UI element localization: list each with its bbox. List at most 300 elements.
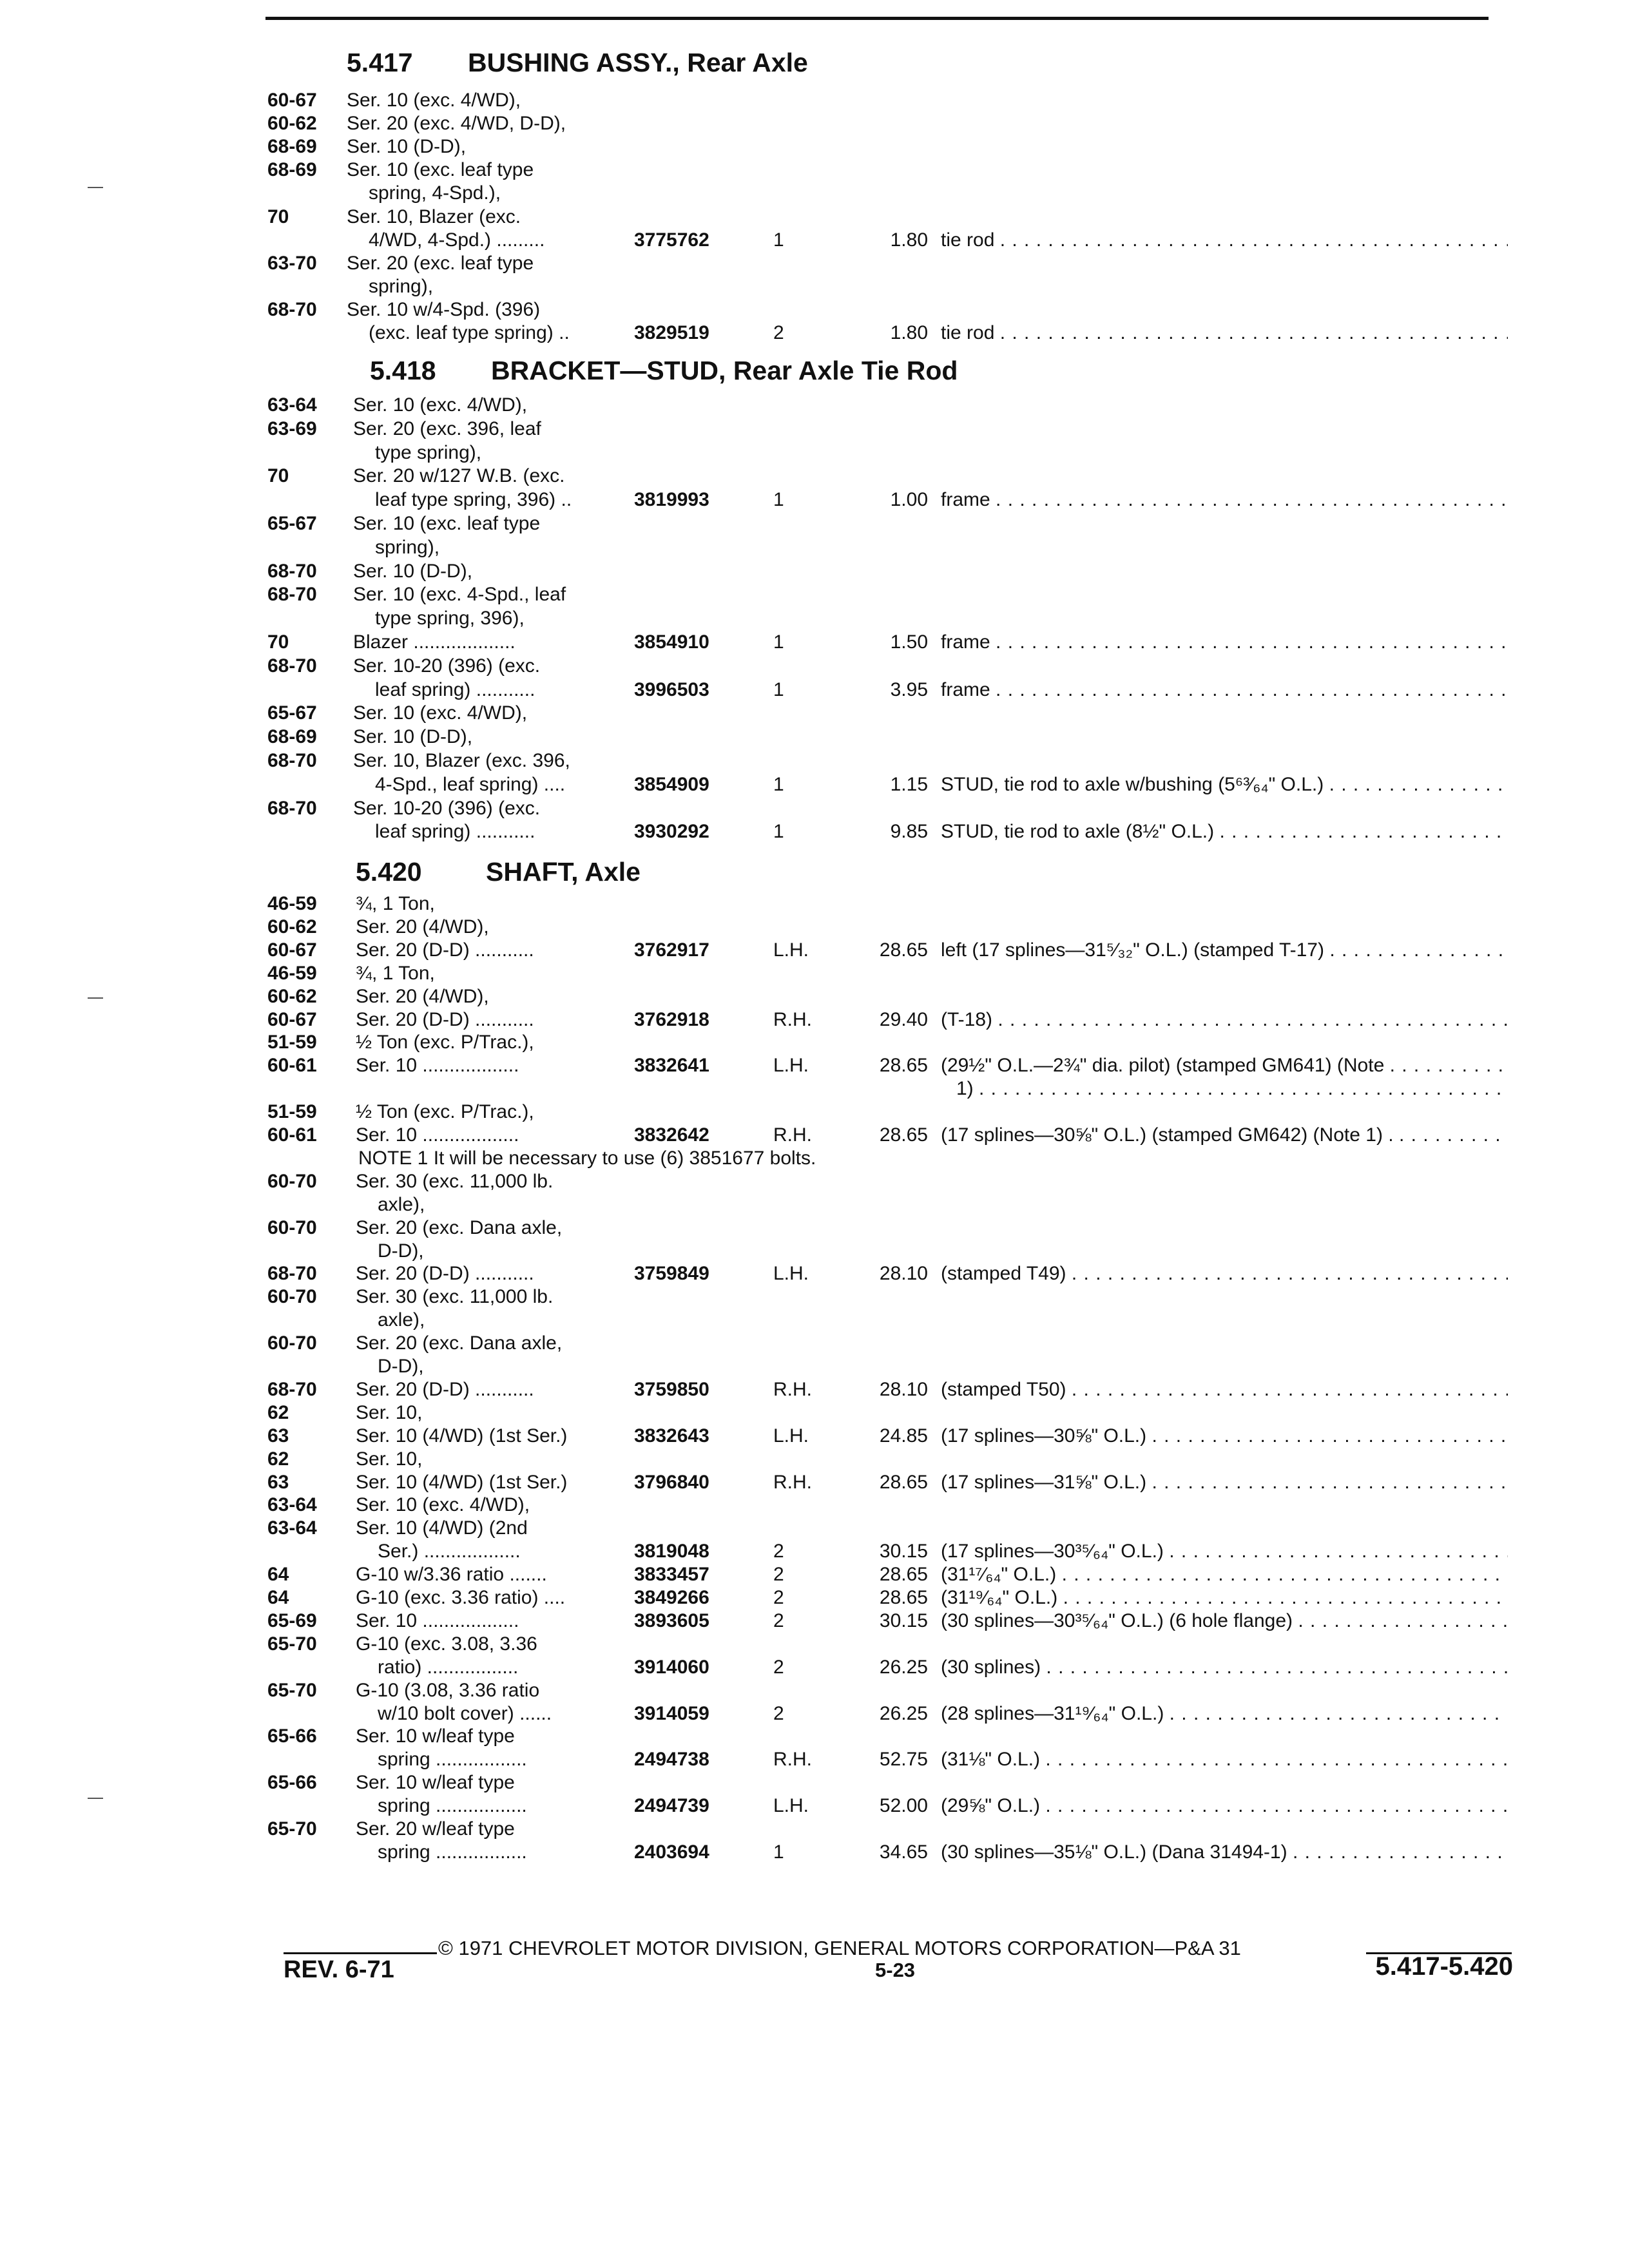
application-description: ¾, 1 Ton, xyxy=(356,893,435,914)
application-description: Ser. 10, Blazer (exc. xyxy=(347,206,521,227)
application-description: spring ................. xyxy=(378,1749,527,1770)
quantity: L.H. xyxy=(773,1425,809,1446)
application-description: Ser. 10 .................. xyxy=(356,1124,519,1146)
quantity: 2 xyxy=(773,1587,784,1608)
list-item xyxy=(0,159,1629,182)
part-number: 2403694 xyxy=(634,1841,709,1863)
list-price: 28.65 xyxy=(879,1587,928,1608)
application-description: Ser. 10 (D-D), xyxy=(353,726,473,747)
year-range: 62 xyxy=(267,1402,289,1423)
application-description: ½ Ton (exc. P/Trac.), xyxy=(356,1101,534,1122)
application-description: Ser. 20 (4/WD), xyxy=(356,916,489,937)
year-range: 51-59 xyxy=(267,1101,317,1122)
remark-text: (30 splines) . . . xyxy=(941,1656,1508,1679)
year-range: 60-70 xyxy=(267,1217,317,1238)
section-heading-5420 xyxy=(356,857,641,887)
application-description: Ser. 20 (exc. 4/WD, D-D), xyxy=(347,113,566,134)
application-description: Ser. 10 .................. xyxy=(356,1610,519,1631)
year-range: 68-70 xyxy=(267,299,317,320)
list-price: 52.75 xyxy=(879,1749,928,1770)
list-item xyxy=(0,1540,1629,1563)
footer-revision: REV. 6-71 xyxy=(284,1956,394,1983)
application-description: Ser. 20 (exc. Dana axle, xyxy=(356,1217,563,1238)
list-price: 3.95 xyxy=(890,679,928,700)
list-price: 28.65 xyxy=(879,939,928,961)
section-heading-5417 xyxy=(347,48,808,78)
year-range: 68-70 xyxy=(267,1263,317,1284)
application-description: leaf spring) ........... xyxy=(375,679,535,700)
list-item xyxy=(0,702,1629,725)
remark xyxy=(941,820,1508,849)
section-number: 5.418 xyxy=(370,356,436,385)
application-description: leaf type spring, 396) .. xyxy=(375,489,572,510)
quantity: L.H. xyxy=(773,1795,809,1816)
year-range: 51-59 xyxy=(267,1032,317,1053)
application-description: Ser. 10-20 (396) (exc. xyxy=(353,655,541,677)
year-range: 46-59 xyxy=(267,963,317,984)
remark-text: (30 splines—30³⁵⁄₆₄" O.L.) (6 hole flange) . . . xyxy=(941,1610,1508,1633)
list-item xyxy=(0,229,1629,252)
application-description: 4-Spd., leaf spring) .... xyxy=(375,774,566,795)
year-range: 65-67 xyxy=(267,702,317,724)
quantity: L.H. xyxy=(773,939,809,961)
remark-text: (17 splines—30⅝" O.L.) . . . xyxy=(941,1425,1508,1448)
remark-text: (31¹⁷⁄₆₄" O.L.) . . . xyxy=(941,1563,1508,1586)
part-number: 3819993 xyxy=(634,489,709,510)
year-range: 68-69 xyxy=(267,136,317,157)
list-price: 28.65 xyxy=(879,1055,928,1076)
list-item xyxy=(0,512,1629,535)
quantity: 2 xyxy=(773,322,784,343)
top-rule xyxy=(265,17,1489,20)
year-range: 60-70 xyxy=(267,1286,317,1307)
application-description: type spring), xyxy=(375,442,482,463)
year-range: 60-67 xyxy=(267,1009,317,1030)
year-range: 70 xyxy=(267,631,289,653)
application-description: Ser. 20 (D-D) ........... xyxy=(356,939,534,961)
quantity: 1 xyxy=(773,229,784,251)
application-description: spring), xyxy=(369,276,434,297)
list-item xyxy=(0,418,1629,441)
part-number: 2494738 xyxy=(634,1749,709,1770)
application-description: spring ................. xyxy=(378,1841,527,1863)
application-description: Ser. 10 .................. xyxy=(356,1055,519,1076)
margin-mark xyxy=(88,1798,103,1799)
list-item xyxy=(0,1077,1629,1100)
quantity: R.H. xyxy=(773,1749,812,1770)
year-range: 70 xyxy=(267,206,289,227)
part-number: 3775762 xyxy=(634,229,709,251)
application-description: Ser. 20 w/127 W.B. (exc. xyxy=(353,465,565,486)
list-price: 1.15 xyxy=(890,774,928,795)
remark-text: frame . . . xyxy=(941,488,1508,512)
list-price: 28.65 xyxy=(879,1472,928,1493)
application-description: spring, 4-Spd.), xyxy=(369,182,501,204)
list-price: 28.10 xyxy=(879,1379,928,1400)
list-item xyxy=(0,631,1629,654)
section-number: 5.420 xyxy=(356,857,422,887)
list-item xyxy=(0,916,1629,939)
section-number: 5.417 xyxy=(347,48,413,77)
application-description: G-10 (exc. 3.08, 3.36 xyxy=(356,1633,537,1655)
application-description: spring), xyxy=(375,537,440,558)
part-number: 3996503 xyxy=(634,679,709,700)
application-description: 4/WD, 4-Spd.) ......... xyxy=(369,229,545,251)
remark-text: tie rod . . . xyxy=(941,229,1508,252)
year-range: 68-69 xyxy=(267,159,317,180)
quantity: R.H. xyxy=(773,1009,812,1030)
remark xyxy=(941,1841,1508,1870)
application-description: Ser. 10 (4/WD) (1st Ser.) xyxy=(356,1472,568,1493)
application-description: Ser. 10 (exc. leaf type xyxy=(353,513,541,534)
remark-text: STUD, tie rod to axle w/bushing (5⁶³⁄₆₄" O.L.) . . . xyxy=(941,773,1508,796)
year-range: 60-62 xyxy=(267,916,317,937)
list-item xyxy=(0,892,1629,916)
list-item xyxy=(0,1702,1629,1725)
part-number: 3930292 xyxy=(634,821,709,842)
part-number: 3914059 xyxy=(634,1703,709,1724)
list-item xyxy=(0,985,1629,1008)
year-range: 68-70 xyxy=(267,584,317,605)
list-price: 29.40 xyxy=(879,1009,928,1030)
part-number: 2494739 xyxy=(634,1795,709,1816)
list-item xyxy=(0,89,1629,112)
application-description: spring ................. xyxy=(378,1795,527,1816)
list-item xyxy=(0,583,1629,606)
list-item xyxy=(0,655,1629,678)
year-range: 63 xyxy=(267,1425,289,1446)
quantity: R.H. xyxy=(773,1379,812,1400)
application-description: ratio) ................. xyxy=(378,1657,519,1678)
list-item xyxy=(0,1841,1629,1864)
list-price: 34.65 xyxy=(879,1841,928,1863)
part-number: 3762917 xyxy=(634,939,709,961)
list-item xyxy=(0,1240,1629,1263)
part-number: 3832642 xyxy=(634,1124,709,1146)
list-item xyxy=(0,1610,1629,1633)
remark-text: frame . . . xyxy=(941,678,1508,702)
quantity: 1 xyxy=(773,1841,784,1863)
part-number: 3854909 xyxy=(634,774,709,795)
year-range: 68-70 xyxy=(267,561,317,582)
year-range: 64 xyxy=(267,1564,289,1585)
remark-text: (31¹⁹⁄₆₄" O.L.) . . . xyxy=(941,1586,1508,1610)
part-number: 3832641 xyxy=(634,1055,709,1076)
year-range: 60-61 xyxy=(267,1124,317,1146)
list-item xyxy=(0,797,1629,820)
list-item xyxy=(0,1193,1629,1216)
list-item xyxy=(0,1471,1629,1494)
list-item xyxy=(0,1031,1629,1054)
list-price: 28.10 xyxy=(879,1263,928,1284)
remark-text: (29⅝" O.L.) . . . xyxy=(941,1794,1508,1818)
list-item xyxy=(0,1285,1629,1309)
year-range: 62 xyxy=(267,1448,289,1470)
list-item xyxy=(0,1633,1629,1656)
list-price: 28.65 xyxy=(879,1124,928,1146)
list-item xyxy=(0,1378,1629,1401)
year-range: 68-70 xyxy=(267,1379,317,1400)
list-item xyxy=(0,275,1629,298)
list-price: 26.25 xyxy=(879,1703,928,1724)
list-item xyxy=(0,252,1629,275)
list-item xyxy=(0,1679,1629,1702)
quantity: 1 xyxy=(773,774,784,795)
application-description: Ser. 20 (D-D) ........... xyxy=(356,1263,534,1284)
list-price: 52.00 xyxy=(879,1795,928,1816)
remark-text: (17 splines—30⅝" O.L.) (stamped GM642) (Note 1) . . . . xyxy=(941,1124,1508,1147)
list-item xyxy=(0,441,1629,465)
list-item xyxy=(0,1586,1629,1610)
list-item xyxy=(0,962,1629,985)
quantity: R.H. xyxy=(773,1124,812,1146)
list-item xyxy=(0,1748,1629,1771)
application-description: Ser. 20 (D-D) ........... xyxy=(356,1009,534,1030)
application-description: Ser. 30 (exc. 11,000 lb. xyxy=(356,1171,554,1192)
remark-text: (31⅛" O.L.) . . . xyxy=(941,1748,1508,1771)
year-range: 63-64 xyxy=(267,394,317,416)
year-range: 68-70 xyxy=(267,655,317,677)
footer-page-number: 5-23 xyxy=(875,1959,916,1981)
list-item xyxy=(0,536,1629,559)
quantity: L.H. xyxy=(773,1263,809,1284)
application-description: Ser. 20 (4/WD), xyxy=(356,986,489,1007)
part-number: 3854910 xyxy=(634,631,709,653)
list-price: 1.80 xyxy=(890,229,928,251)
remark-text: frame . . . xyxy=(941,631,1508,654)
remark xyxy=(941,1124,1508,1153)
application-description: D-D), xyxy=(378,1356,424,1377)
list-item xyxy=(0,1448,1629,1471)
part-number: 3849266 xyxy=(634,1587,709,1608)
application-description: Ser. 20 (exc. leaf type xyxy=(347,253,534,274)
footer-section-range: 5.417-5.420 xyxy=(1375,1952,1513,1981)
quantity: 2 xyxy=(773,1703,784,1724)
part-number: 3832643 xyxy=(634,1425,709,1446)
list-item xyxy=(0,607,1629,630)
year-range: 65-69 xyxy=(267,1610,317,1631)
remark-text: tie rod . . . xyxy=(941,322,1508,345)
application-description: D-D), xyxy=(378,1240,424,1262)
list-item xyxy=(0,1216,1629,1240)
footnote: NOTE 1 It will be necessary to use (6) 3851677 bolts. xyxy=(358,1148,816,1169)
quantity: 2 xyxy=(773,1657,784,1678)
list-item xyxy=(0,560,1629,583)
list-price: 26.25 xyxy=(879,1657,928,1678)
year-range: 68-69 xyxy=(267,726,317,747)
year-range: 63-69 xyxy=(267,418,317,439)
list-item xyxy=(0,182,1629,205)
remark xyxy=(941,322,1508,351)
list-item xyxy=(0,1262,1629,1285)
list-item xyxy=(0,1425,1629,1448)
application-description: Ser. 20 (exc. Dana axle, xyxy=(356,1332,563,1354)
application-description: Ser. 10 (4/WD) (1st Ser.) xyxy=(356,1425,568,1446)
application-description: Ser. 10 (D-D), xyxy=(347,136,467,157)
margin-mark xyxy=(88,997,103,999)
remark-text: (stamped T50) . . . xyxy=(941,1378,1508,1401)
list-item xyxy=(0,1771,1629,1794)
list-item xyxy=(0,1054,1629,1077)
application-description: G-10 w/3.36 ratio ....... xyxy=(356,1564,547,1585)
list-item xyxy=(0,1517,1629,1540)
list-item xyxy=(0,939,1629,962)
list-price: 1.50 xyxy=(890,631,928,653)
application-description: Ser. 10 (exc. 4/WD), xyxy=(356,1494,530,1515)
application-description: axle), xyxy=(378,1309,425,1331)
part-number: 3762918 xyxy=(634,1009,709,1030)
remark-text: (T-18) . . . xyxy=(941,1008,1508,1032)
remark-text: (stamped T49) . . . xyxy=(941,1262,1508,1285)
year-range: 68-70 xyxy=(267,750,317,771)
list-price: 1.00 xyxy=(890,489,928,510)
application-description: G-10 (3.08, 3.36 ratio xyxy=(356,1680,540,1701)
list-item xyxy=(0,298,1629,322)
list-item xyxy=(0,1008,1629,1032)
part-number: 3759850 xyxy=(634,1379,709,1400)
year-range: 60-70 xyxy=(267,1332,317,1354)
list-price: 9.85 xyxy=(890,821,928,842)
year-range: 63 xyxy=(267,1472,289,1493)
application-description: ½ Ton (exc. P/Trac.), xyxy=(356,1032,534,1053)
application-description: Ser. 20 w/leaf type xyxy=(356,1818,515,1840)
list-item xyxy=(0,1355,1629,1378)
year-range: 63-64 xyxy=(267,1517,317,1539)
part-number: 3759849 xyxy=(634,1263,709,1284)
list-item xyxy=(0,135,1629,159)
list-item xyxy=(0,773,1629,796)
year-range: 46-59 xyxy=(267,893,317,914)
application-description: Ser. 10-20 (396) (exc. xyxy=(353,798,541,819)
year-range: 60-61 xyxy=(267,1055,317,1076)
list-item xyxy=(0,1794,1629,1818)
part-number: 3914060 xyxy=(634,1657,709,1678)
application-description: Ser. 10 (exc. leaf type xyxy=(347,159,534,180)
application-description: axle), xyxy=(378,1194,425,1215)
remark-text: (28 splines—31¹⁹⁄₆₄" O.L.) . . . xyxy=(941,1702,1508,1725)
part-number: 3796840 xyxy=(634,1472,709,1493)
quantity: 1 xyxy=(773,679,784,700)
quantity: 2 xyxy=(773,1564,784,1585)
list-price: 1.80 xyxy=(890,322,928,343)
list-item xyxy=(0,820,1629,843)
application-description: Ser. 10, xyxy=(356,1448,423,1470)
year-range: 60-67 xyxy=(267,939,317,961)
application-description: Blazer ................... xyxy=(353,631,516,653)
list-item xyxy=(0,1818,1629,1841)
section-heading-5418 xyxy=(370,356,958,386)
application-description: Ser. 10, Blazer (exc. 396, xyxy=(353,750,570,771)
footer-rule-left xyxy=(284,1952,437,1954)
list-item xyxy=(0,1332,1629,1355)
remark-text: (29½" O.L.—2¾" dia. pilot) (stamped GM641) (Note . . . xyxy=(941,1054,1508,1077)
year-range: 60-67 xyxy=(267,90,317,111)
list-item xyxy=(0,678,1629,702)
list-price: 30.15 xyxy=(879,1541,928,1562)
list-item xyxy=(0,1725,1629,1748)
year-range: 65-70 xyxy=(267,1818,317,1840)
application-description: Ser. 10, xyxy=(356,1402,423,1423)
list-item xyxy=(0,1494,1629,1517)
list-item xyxy=(0,1100,1629,1124)
application-description: ¾, 1 Ton, xyxy=(356,963,435,984)
year-range: 65-66 xyxy=(267,1725,317,1747)
application-description: w/10 bolt cover) ...... xyxy=(378,1703,552,1724)
application-description: type spring, 396), xyxy=(375,608,525,629)
application-description: (exc. leaf type spring) .. xyxy=(369,322,570,343)
part-number: 3893605 xyxy=(634,1610,709,1631)
remark-text: 1) . . . xyxy=(956,1077,1508,1100)
list-item xyxy=(0,394,1629,417)
remark-text: (30 splines—35⅛" O.L.) (Dana 31494-1) . . . xyxy=(941,1841,1508,1864)
year-range: 70 xyxy=(267,465,289,486)
year-range: 65-67 xyxy=(267,513,317,534)
year-range: 60-62 xyxy=(267,986,317,1007)
list-item xyxy=(0,206,1629,229)
section-title: BRACKET—STUD, Rear Axle Tie Rod xyxy=(491,356,958,385)
application-description: Ser. 20 (exc. 396, leaf xyxy=(353,418,541,439)
list-price: 24.85 xyxy=(879,1425,928,1446)
application-description: leaf spring) ........... xyxy=(375,821,535,842)
quantity: L.H. xyxy=(773,1055,809,1076)
section-title: BUSHING ASSY., Rear Axle xyxy=(468,48,808,77)
application-description: G-10 (exc. 3.36 ratio) .... xyxy=(356,1587,566,1608)
list-item xyxy=(0,488,1629,512)
remark-text: (17 splines—30³⁵⁄₆₄" O.L.) . . . xyxy=(941,1540,1508,1563)
quantity: 1 xyxy=(773,631,784,653)
year-range: 64 xyxy=(267,1587,289,1608)
application-description: Ser. 10 (exc. 4-Spd., leaf xyxy=(353,584,566,605)
application-description: Ser. 10 w/4-Spd. (396) xyxy=(347,299,541,320)
year-range: 60-62 xyxy=(267,113,317,134)
application-description: Ser. 30 (exc. 11,000 lb. xyxy=(356,1286,554,1307)
year-range: 63-70 xyxy=(267,253,317,274)
list-item xyxy=(0,749,1629,773)
quantity: 2 xyxy=(773,1541,784,1562)
remark-text: (17 splines—31⅝" O.L.) . . . xyxy=(941,1471,1508,1494)
application-description: Ser. 10 (exc. 4/WD), xyxy=(353,702,528,724)
year-range: 63-64 xyxy=(267,1494,317,1515)
list-item xyxy=(0,1309,1629,1332)
section-title: SHAFT, Axle xyxy=(486,857,641,887)
year-range: 65-70 xyxy=(267,1633,317,1655)
list-item xyxy=(0,726,1629,749)
remark-text: left (17 splines—31⁵⁄₃₂" O.L.) (stamped T-17) . . . xyxy=(941,939,1508,962)
quantity: 2 xyxy=(773,1610,784,1631)
application-description: Ser. 10 (exc. 4/WD), xyxy=(353,394,528,416)
list-item xyxy=(0,1563,1629,1586)
list-item xyxy=(0,1124,1629,1147)
list-item xyxy=(0,322,1629,345)
list-item xyxy=(0,1656,1629,1679)
application-description: Ser. 10 (4/WD) (2nd xyxy=(356,1517,528,1539)
application-description: Ser. 20 (D-D) ........... xyxy=(356,1379,534,1400)
remark-text: STUD, tie rod to axle (8½" O.L.) . . . xyxy=(941,820,1508,843)
footer-copyright: © 1971 CHEVROLET MOTOR DIVISION, GENERAL MOTORS CORPORATION—P&A 31 xyxy=(438,1937,1241,1959)
quantity: 1 xyxy=(773,821,784,842)
application-description: Ser. 10 (exc. 4/WD), xyxy=(347,90,521,111)
list-item xyxy=(0,465,1629,488)
year-range: 65-70 xyxy=(267,1680,317,1701)
list-item xyxy=(0,112,1629,135)
year-range: 68-70 xyxy=(267,798,317,819)
part-number: 3829519 xyxy=(634,322,709,343)
application-description: Ser. 10 w/leaf type xyxy=(356,1772,515,1793)
list-item xyxy=(0,1401,1629,1425)
quantity: 1 xyxy=(773,489,784,510)
quantity: R.H. xyxy=(773,1472,812,1493)
year-range: 60-70 xyxy=(267,1171,317,1192)
